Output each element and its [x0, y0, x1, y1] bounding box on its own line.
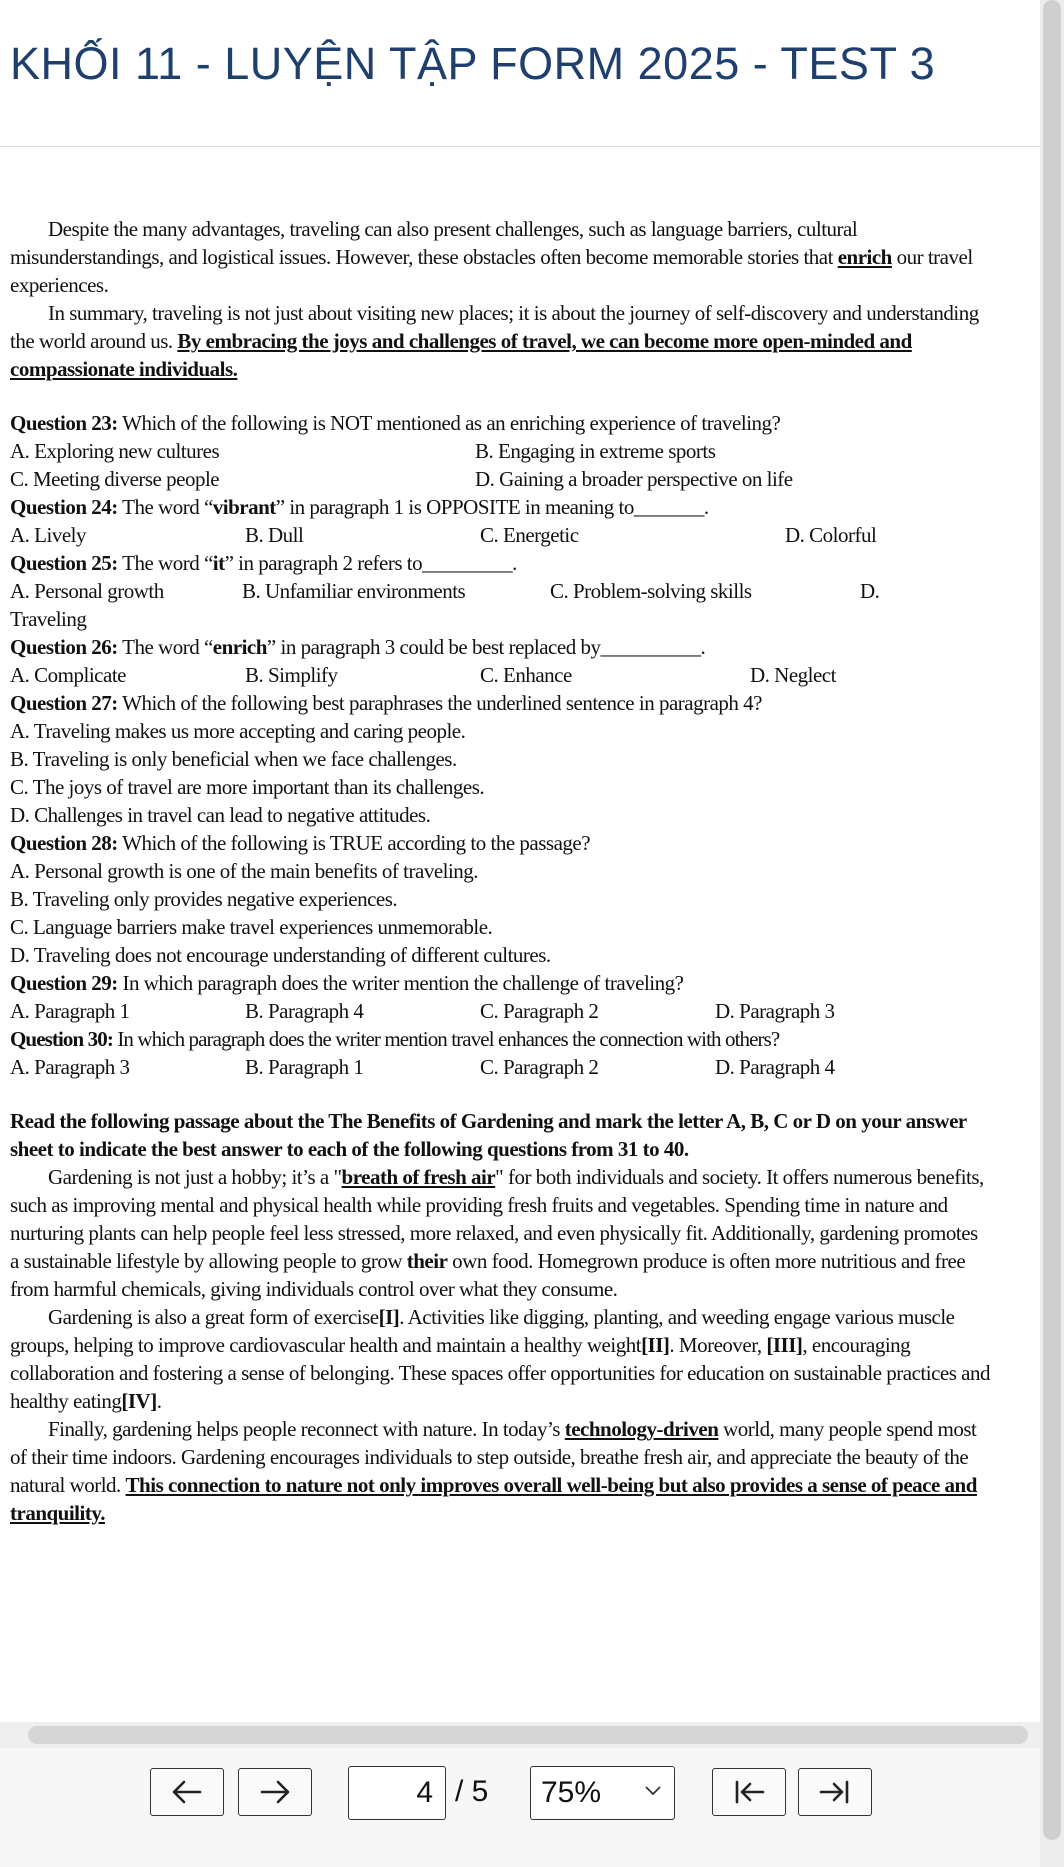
option: C. Enhance [480, 663, 572, 687]
option: B. Traveling is only beneficial when we face challenges. [10, 747, 457, 771]
option: D. Neglect [750, 663, 836, 687]
option-continuation: Traveling [10, 607, 87, 631]
passage-paragraph-3: Despite the many advantages, traveling can also present challenges, such as language barriers, cultural misunderstandings, and logistical issues. However, these obstacles often become memorable stories that enrich our travel experiences. [10, 217, 973, 297]
word-their: their [406, 1249, 448, 1273]
option: B. Dull [245, 523, 304, 547]
arrow-right-icon [258, 1778, 292, 1806]
arrow-left-icon [170, 1778, 204, 1806]
question-24: Question 24: The word “vibrant” in paragraph 1 is OPPOSITE in meaning to_______. [10, 495, 709, 519]
phrase-breath-of-fresh-air: breath of fresh air [341, 1165, 496, 1189]
document-page [10, 215, 990, 1527]
option: D. Colorful [785, 523, 877, 547]
option: D. Paragraph 4 [715, 1055, 835, 1079]
option: B. Simplify [245, 663, 338, 687]
page-number-input[interactable]: 4 [348, 1766, 446, 1820]
horizontal-scrollbar-thumb[interactable] [28, 1726, 1028, 1744]
zoom-value: 75% [541, 1776, 602, 1809]
option: C. Problem-solving skills [550, 579, 752, 603]
option: B. Paragraph 1 [245, 1055, 364, 1079]
options-23 [10, 437, 990, 465]
prev-page-button[interactable] [150, 1768, 224, 1816]
option: D. Challenges in travel can lead to negative attitudes. [10, 803, 431, 827]
question-30: Question 30: In which paragraph does the writer mention travel enhances the connection with others? [10, 1027, 780, 1051]
option: C. Language barriers make travel experiences unmemorable. [10, 915, 493, 939]
question-28: Question 28: Which of the following is TRUE according to the passage? [10, 831, 591, 855]
zoom-select[interactable] [530, 1766, 675, 1820]
option: D. Traveling does not encourage understanding of different cultures. [10, 943, 551, 967]
first-page-icon [732, 1778, 766, 1806]
question-27: Question 27: Which of the following best paraphrases the underlined sentence in paragraph 4? [10, 691, 762, 715]
horizontal-scrollbar[interactable] [0, 1722, 1040, 1748]
gardening-paragraph-1: Gardening is not just a hobby; it’s a "breath of fresh air" for both individuals and society. It offers numerous benefits, such as improving mental and physical health while providing fresh fruits and vegetables. Spending time in nature and nurturing plants can help people feel less stressed, more relaxed, and even physically fit. Additionally, gardening promotes a sustainable lifestyle by allowing people to grow their own food. Homegrown produce is often more nutritious and free from harmful chemicals, giving individuals control over what they consume. [10, 1165, 984, 1301]
option: B. Paragraph 4 [245, 999, 364, 1023]
option: D. Gaining a broader perspective on life [475, 467, 793, 491]
question-25: Question 25: The word “it” in paragraph 2 refers to_________. [10, 551, 517, 575]
passage-paragraph-4: In summary, traveling is not just about visiting new places; it is about the journey of self-discovery and understanding the world around us. By embracing the joys and challenges of travel, we can become more open-minded and compassionate individuals. [10, 301, 979, 381]
option: B. Engaging in extreme sports [475, 439, 716, 463]
option: C. Paragraph 2 [480, 999, 599, 1023]
option: C. Energetic [480, 523, 579, 547]
document-title: KHỐI 11 - LUYỆN TẬP FORM 2025 - TEST 3 [10, 38, 936, 89]
option: A. Paragraph 1 [10, 999, 130, 1023]
option: A. Traveling makes us more accepting and caring people. [10, 719, 466, 743]
options-26 [10, 661, 990, 689]
title-bar [0, 0, 1040, 147]
last-page-button[interactable] [798, 1768, 872, 1816]
option: A. Paragraph 3 [10, 1055, 130, 1079]
page-total: / 5 [455, 1775, 489, 1808]
question-26: Question 26: The word “enrich” in paragraph 3 could be best replaced by__________. [10, 635, 706, 659]
chevron-down-icon [644, 1785, 662, 1797]
gardening-paragraph-2: Gardening is also a great form of exercise[I]. Activities like digging, planting, and weeding engage various muscle groups, helping to improve cardiovascular health and maintain a healthy weight[II]. Moreover, [III], encouraging collaboration and fostering a sense of belonging. These spaces offer opportunities for education on sustainable practices and healthy eating[IV]. [10, 1305, 990, 1413]
options-29 [10, 997, 990, 1025]
question-23: Question 23: Which of the following is NOT mentioned as an enriching experience of traveling? [10, 411, 781, 435]
option: D. [860, 579, 880, 603]
option: A. Exploring new cultures [10, 439, 220, 463]
next-page-button[interactable] [238, 1768, 312, 1816]
option: C. The joys of travel are more important than its challenges. [10, 775, 485, 799]
pdf-toolbar [0, 1748, 1040, 1867]
option: D. Paragraph 3 [715, 999, 835, 1023]
word-enrich: enrich [837, 245, 892, 269]
option: A. Complicate [10, 663, 126, 687]
underlined-sentence-gardening: This connection to nature not only improves overall well-being but also provides a sense of peace and tranquility. [10, 1473, 977, 1525]
underlined-sentence: By embracing the joys and challenges of travel, we can become more open-minded and compassionate individuals. [10, 329, 912, 381]
first-page-button[interactable] [712, 1768, 786, 1816]
option: A. Personal growth [10, 579, 164, 603]
vertical-scrollbar[interactable] [1040, 0, 1064, 1867]
option: A. Personal growth is one of the main benefits of traveling. [10, 859, 479, 883]
last-page-icon [818, 1778, 852, 1806]
question-29: Question 29: In which paragraph does the writer mention the challenge of traveling? [10, 971, 684, 995]
option: C. Meeting diverse people [10, 467, 220, 491]
option: B. Unfamiliar environments [242, 579, 466, 603]
gardening-paragraph-3: Finally, gardening helps people reconnect with nature. In today’s technology-driven world, many people spend most of their time indoors. Gardening encourages individuals to step outside, breathe fresh air, and appreciate the beauty of the natural world. This connection to nature not only improves overall well-being but also provides a sense of peace and tranquility. [10, 1417, 977, 1525]
option: A. Lively [10, 523, 86, 547]
options-24 [10, 521, 990, 549]
options-25 [10, 577, 990, 605]
word-technology-driven: technology-driven [564, 1417, 719, 1441]
option: B. Traveling only provides negative experiences. [10, 887, 398, 911]
options-30 [10, 1053, 990, 1081]
option: C. Paragraph 2 [480, 1055, 599, 1079]
vertical-scrollbar-thumb[interactable] [1043, 0, 1061, 1840]
passage-instruction: Read the following passage about the The Benefits of Gardening and mark the letter A, B, C or D on your answer sheet to indicate the best answer to each of the following questions from 31 to 40. [10, 1109, 967, 1161]
